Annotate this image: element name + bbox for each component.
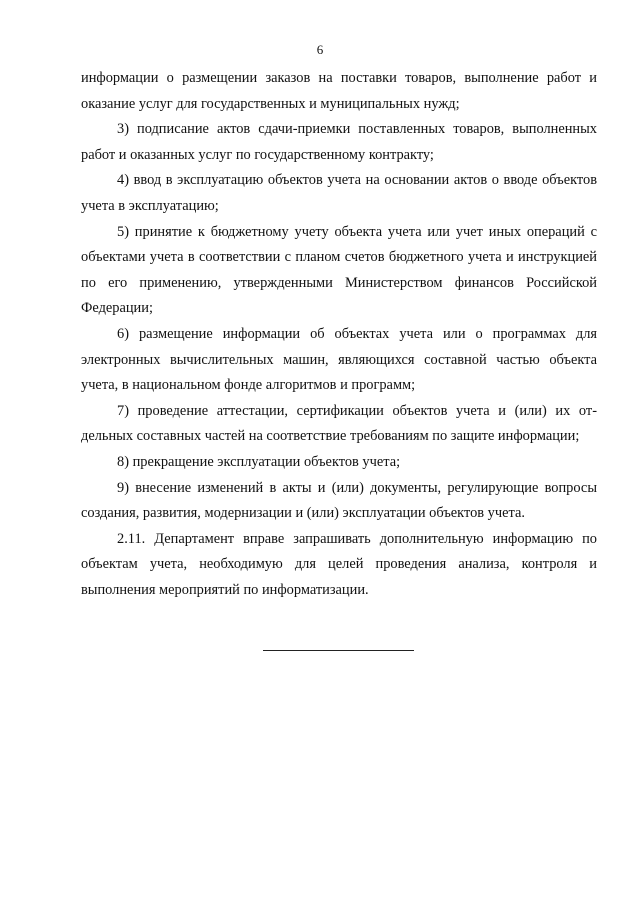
paragraph-continuation: информации о размещении заказов на поставки товаров, выполнение работ и оказание услуг для государственных и муниципальных нужд;: [81, 70, 597, 112]
list-item-7: 7) проведение аттестации, сертификации объектов учета и (или) их отдельных составных частей на соответствие требованиям по защите информации;: [81, 402, 597, 445]
list-item-6: 6) размещение информации об объектах учета или о программах для электронных вычислительных машин, являющихся составной частью объекта учета, в национальном фонде алгоритмов и программ;: [81, 325, 597, 394]
list-item-5: 5) принятие к бюджетному учету объекта учета или учет иных операций с объектами учета в соответствии с планом счетов бюджетного учета и инструкцией по его применению, утвержденными Министерством финансов Российской Федерации;: [81, 223, 597, 317]
clause-2-11: 2.11. Департамент вправе запрашивать дополнительную информацию по объектам учета, необходимую для целей проведения анализа, контроля и выполнения мероприятий по информатизации.: [81, 530, 597, 598]
list-item-8: 8) прекращение эксплуатации объектов учета;: [117, 453, 401, 470]
list-item-4: 4) ввод в эксплуатацию объектов учета на основании актов о вводе объектов учета в эксплуатацию;: [81, 172, 597, 214]
list-item-3: 3) подписание актов сдачи-приемки поставленных товаров, выполненных работ и оказанных услуг по государственному контракту;: [81, 121, 597, 163]
page-number: 6: [316, 42, 324, 57]
end-separator-line: [263, 650, 414, 651]
document-body: [81, 66, 597, 603]
list-item-9: 9) внесение изменений в акты и (или) документы, регулирующие вопросы создания, развития, модернизации и (или) эксплуатации объектов учета.: [81, 479, 597, 522]
